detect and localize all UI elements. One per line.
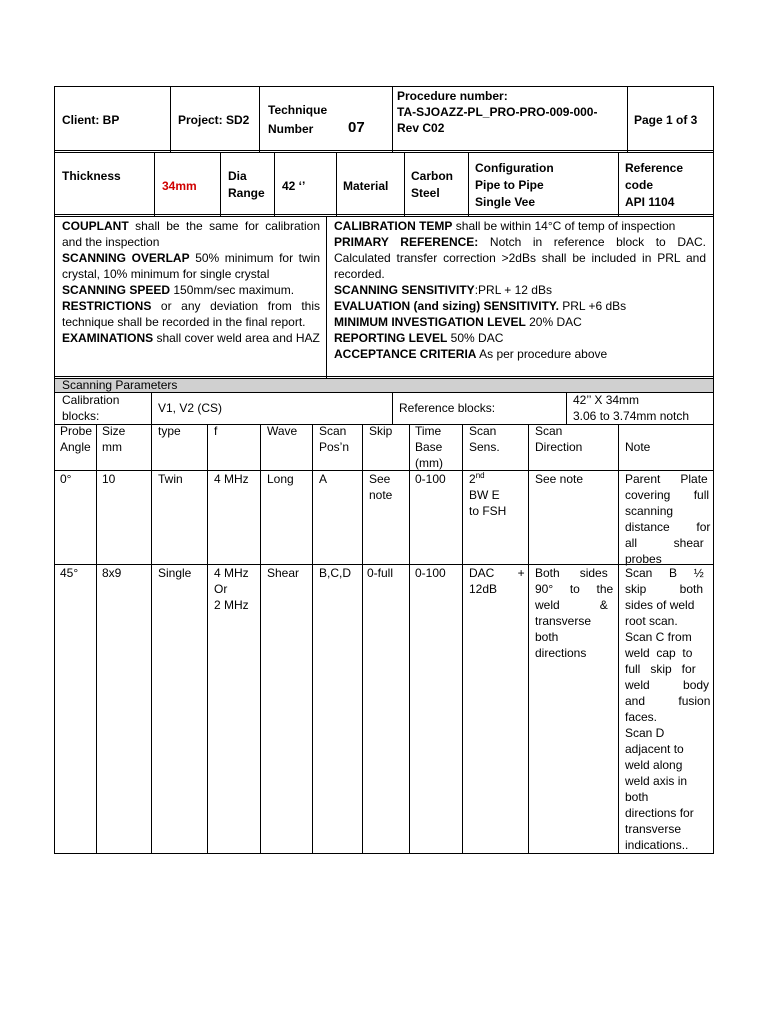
row2-note-17: transverse <box>625 822 682 836</box>
material-value-2: Steel <box>411 186 440 200</box>
scan-sensitivity-text: :PRL + 12 dBs <box>474 283 552 297</box>
acceptance-text: As per procedure above <box>476 347 608 361</box>
overlap-text: 50% minimum for twin crystal, 10% minimum for single crystal <box>62 251 320 281</box>
row2-note-9: and fusion <box>625 694 711 708</box>
cal-blocks-value: V1, V2 (CS) <box>158 401 223 415</box>
primary-reference-text: Notch in reference block to DAC. Calculated transfer correction >2dBs shall be included in PRL and recorded. <box>334 235 707 281</box>
row2-note-11: Scan D <box>625 726 665 740</box>
row2-frequency-2: Or <box>214 582 228 596</box>
divider <box>151 424 152 854</box>
row2-note-3: sides of weld <box>625 598 695 612</box>
row1-skip: See <box>369 472 391 486</box>
divider <box>207 424 208 854</box>
row2-note-18: indications.. <box>625 838 689 852</box>
row1-scan-pos: A <box>319 472 328 486</box>
row2-frequency-3: 2 MHz <box>214 598 249 612</box>
row1-scan-sens-2: BW E <box>469 488 500 502</box>
header-scan-direction-2: Direction <box>535 440 583 454</box>
row1-note-4: distance for <box>625 520 711 534</box>
row2-direction-5: both <box>535 630 559 644</box>
ref-blocks-value-2: 3.06 to 3.74mm notch <box>573 409 690 423</box>
header-size-unit: mm <box>102 440 122 454</box>
cal-temp-heading: CALIBRATION TEMP <box>334 219 453 233</box>
couplant-heading: COUPLANT <box>62 219 129 233</box>
row2-note-13: weld along <box>625 758 683 772</box>
row1-type: Twin <box>158 472 183 486</box>
row2-note-10: faces. <box>625 710 658 724</box>
row2-angle: 45° <box>60 566 79 580</box>
primary-reference-heading: PRIMARY REFERENCE: <box>334 235 479 249</box>
cal-temp-text: shall be within 14°C of temp of inspection <box>452 219 676 233</box>
row2-scan-sens: DAC + <box>469 566 525 580</box>
row2-type: Single <box>158 566 192 580</box>
row2-note-4: root scan. <box>625 614 678 628</box>
row1-note-5: all shear <box>625 536 704 550</box>
divider <box>260 424 261 854</box>
divider <box>151 392 152 424</box>
dia-value: 42 ‘’ <box>282 179 306 193</box>
row1-note-3: scanning <box>625 504 674 518</box>
configuration-label: Configuration <box>475 161 554 175</box>
procedure-rev: Rev C02 <box>397 121 445 135</box>
divider <box>54 216 714 217</box>
row2-wave: Shear <box>267 566 300 580</box>
evaluation-text: PRL +6 dBs <box>558 299 627 313</box>
acceptance-heading: ACCEPTANCE CRITERIA <box>334 347 477 361</box>
speed-heading: SCANNING SPEED <box>62 283 171 297</box>
row2-note-7: full skip for <box>625 662 696 676</box>
row1-scan-sens <box>469 471 485 487</box>
right-notes <box>334 218 706 362</box>
header-scan-pos-2: Pos’n <box>319 440 350 454</box>
row2-scan-pos: B,C,D <box>319 566 352 580</box>
row1-note-1: Parent Plate <box>625 472 708 486</box>
couplant-text: shall be the same for calibration and the inspection <box>62 219 320 249</box>
row1-size: 10 <box>102 472 116 486</box>
section-title: Scanning Parameters <box>62 378 178 392</box>
header-time-base: Time <box>415 424 442 438</box>
row2-skip: 0-full <box>367 566 394 580</box>
row1-angle: 0° <box>60 472 72 486</box>
header-angle: Angle <box>60 440 91 454</box>
row2-time-base: 0-100 <box>415 566 446 580</box>
technique-number-label: Number <box>268 122 314 136</box>
client-label: Client: BP <box>62 113 120 127</box>
divider <box>326 216 327 378</box>
configuration-value-2: Single Vee <box>475 195 536 209</box>
row1-frequency: 4 MHz <box>214 472 249 486</box>
cal-blocks-label-2: blocks: <box>62 409 100 423</box>
header-time-base-3: (mm) <box>415 456 443 470</box>
divider <box>170 86 171 152</box>
row2-direction-2: 90° to the <box>535 582 614 596</box>
cal-blocks-label: Calibration <box>62 393 120 407</box>
dia-range-label: Range <box>228 186 265 200</box>
material-value: Carbon <box>411 169 453 183</box>
scan-sensitivity-heading: SCANNING SENSITIVITY <box>334 283 475 297</box>
divider <box>54 214 714 215</box>
divider <box>404 152 405 216</box>
divider <box>274 152 275 216</box>
overlap-heading: SCANNING OVERLAP <box>62 251 190 265</box>
reference-code-label: code <box>625 178 654 192</box>
row1-skip-2: note <box>369 488 393 502</box>
thickness-label: Thickness <box>62 169 121 183</box>
divider <box>259 86 260 152</box>
page-number: Page 1 of 3 <box>634 113 698 127</box>
divider <box>528 424 529 854</box>
row2-size: 8x9 <box>102 566 122 580</box>
header-note: Note <box>625 440 651 454</box>
restrictions-heading: RESTRICTIONS <box>62 299 152 313</box>
row1-time-base: 0-100 <box>415 472 446 486</box>
header-scan-direction: Scan <box>535 424 563 438</box>
reporting-heading: REPORTING LEVEL <box>334 331 448 345</box>
divider <box>96 424 97 854</box>
header-wave: Wave <box>267 424 298 438</box>
ref-blocks-value: 42’’ X 34mm <box>573 393 640 407</box>
thickness-value: 34mm <box>162 179 197 193</box>
row1-scan-sens-value: 2 <box>469 472 476 486</box>
row2-note-12: adjacent to <box>625 742 684 756</box>
dia-label: Dia <box>228 169 247 183</box>
divider <box>220 152 221 216</box>
divider <box>566 392 567 424</box>
reporting-text: 50% DAC <box>447 331 504 345</box>
header-skip: Skip <box>369 424 393 438</box>
min-level-heading: MINIMUM INVESTIGATION LEVEL <box>334 315 526 329</box>
min-level-text: 20% DAC <box>525 315 582 329</box>
divider <box>468 152 469 216</box>
reference-label: Reference <box>625 161 684 175</box>
header-scan-pos: Scan <box>319 424 347 438</box>
header-type: type <box>158 424 181 438</box>
divider <box>392 86 393 152</box>
ref-blocks-label: Reference blocks: <box>399 401 496 415</box>
evaluation-heading: EVALUATION (and sizing) SENSITIVITY. <box>334 299 559 313</box>
divider <box>54 150 714 153</box>
row2-note-5: Scan C from <box>625 630 692 644</box>
divider <box>362 424 363 854</box>
technique-number: 07 <box>348 119 365 136</box>
divider <box>618 424 619 854</box>
divider <box>462 424 463 854</box>
row1-scan-sens-sup: nd <box>475 471 485 480</box>
examinations-text: shall cover weld area and HAZ <box>153 331 320 345</box>
configuration-value: Pipe to Pipe <box>475 178 544 192</box>
procedure-number: TA-SJOAZZ-PL_PRO-PRO-009-000- <box>397 105 598 119</box>
header-time-base-2: Base <box>415 440 443 454</box>
row2-frequency: 4 MHz <box>214 566 249 580</box>
row2-direction-1: Both sides <box>535 566 608 580</box>
divider <box>336 152 337 216</box>
divider <box>409 424 410 854</box>
row2-note-16: directions for <box>625 806 694 820</box>
row1-scan-sens-3: to FSH <box>469 504 507 518</box>
row2-note-6: weld cap to <box>625 646 693 660</box>
speed-text: 150mm/sec maximum. <box>170 283 295 297</box>
divider <box>618 152 619 216</box>
project-label: Project: SD2 <box>178 113 250 127</box>
header-scan-sens: Scan <box>469 424 497 438</box>
row1-scan-direction: See note <box>535 472 584 486</box>
left-notes <box>62 218 320 346</box>
header-scan-sens-2: Sens. <box>469 440 500 454</box>
technique-label: Technique <box>268 103 328 117</box>
row2-note-2: skip both <box>625 582 704 596</box>
row2-note-15: both <box>625 790 649 804</box>
divider <box>627 86 628 152</box>
row2-direction-4: transverse <box>535 614 592 628</box>
divider <box>154 152 155 216</box>
row2-note-1: Scan B ½ <box>625 566 704 580</box>
material-label: Material <box>343 179 389 193</box>
row1-wave: Long <box>267 472 294 486</box>
procedure-label: Procedure number: <box>397 89 508 103</box>
restrictions-text: or any deviation from this technique shall be recorded in the final report. <box>62 299 320 329</box>
examinations-heading: EXAMINATIONS <box>62 331 154 345</box>
row1-note-2: covering full <box>625 488 710 502</box>
row2-note-8: weld body <box>625 678 710 692</box>
divider <box>312 424 313 854</box>
row1-note-6: probes <box>625 552 662 566</box>
header-frequency: f <box>214 424 218 438</box>
header-size: Size <box>102 424 126 438</box>
row2-note-14: weld axis in <box>625 774 688 788</box>
header-probe: Probe <box>60 424 93 438</box>
divider <box>392 392 393 424</box>
row2-direction-3: weld & <box>535 598 608 612</box>
row2-scan-sens-2: 12dB <box>469 582 498 596</box>
reference-value: API 1104 <box>625 195 675 209</box>
row2-direction-6: directions <box>535 646 587 660</box>
